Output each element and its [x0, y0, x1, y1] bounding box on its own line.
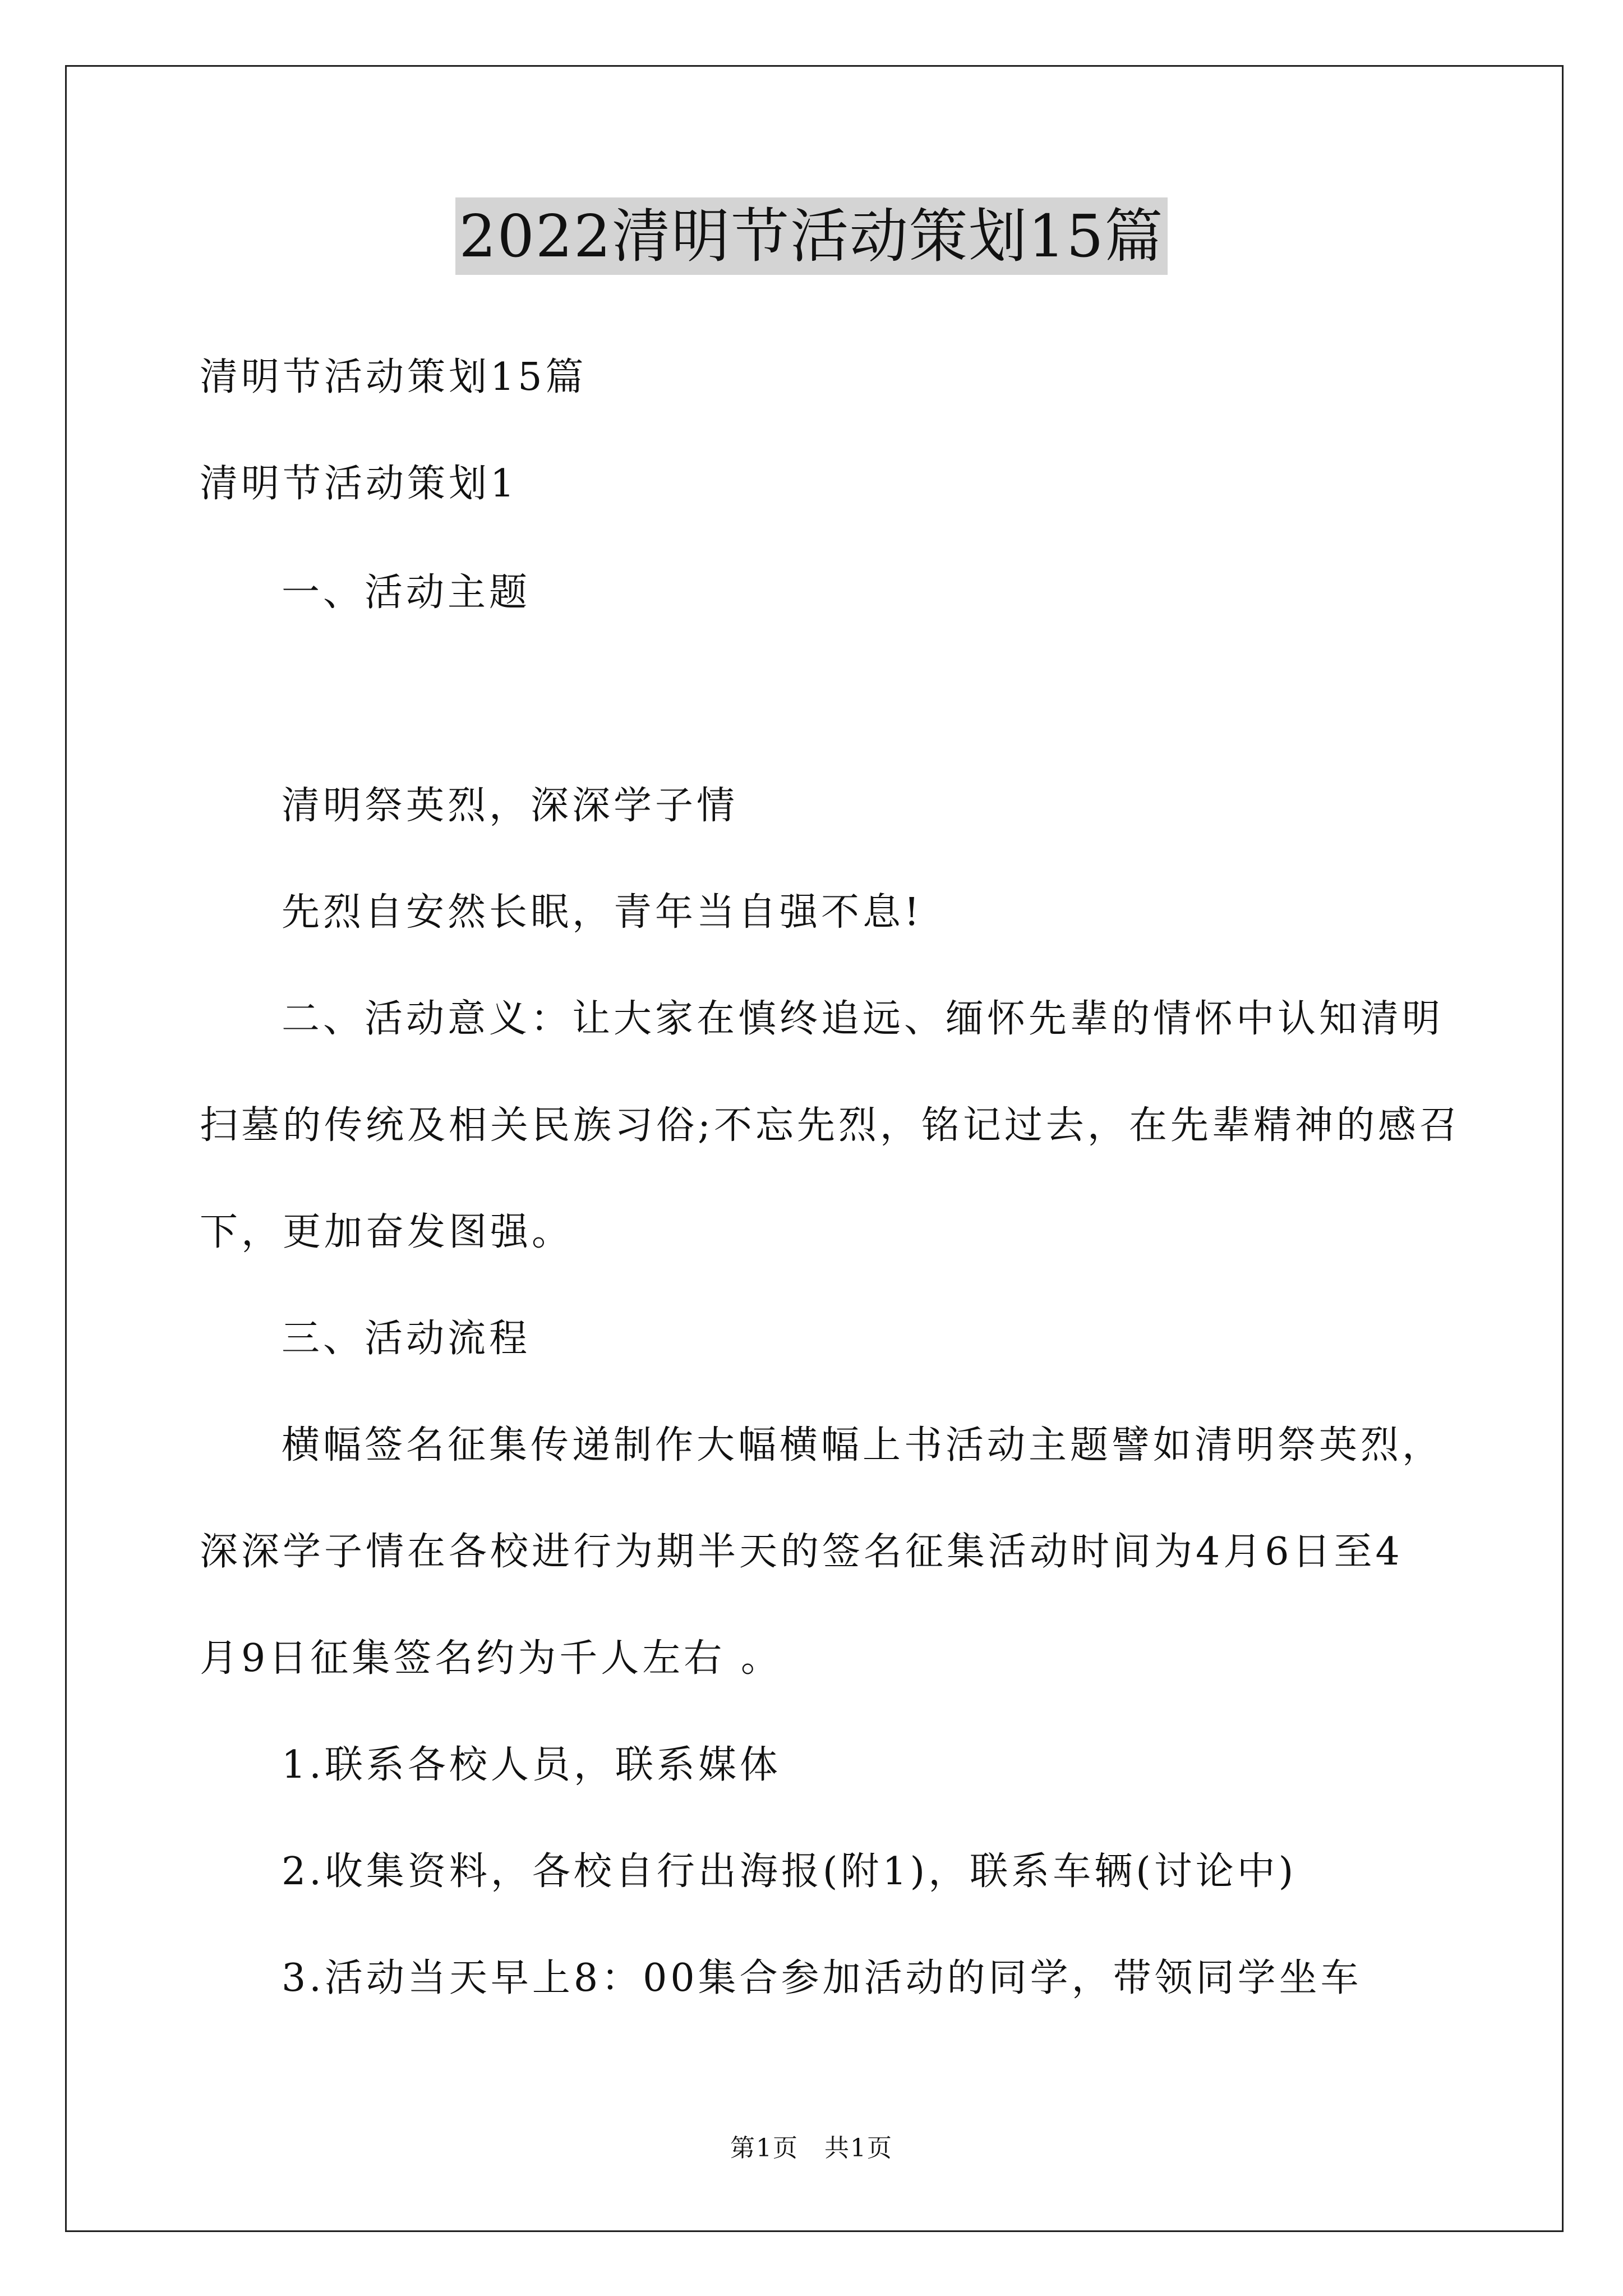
paragraph-line: 先烈自安然长眠，青年当自强不息!	[282, 890, 923, 935]
section-heading: 清明节活动策划1	[200, 462, 518, 506]
subtitle-line: 清明节活动策划15篇	[200, 355, 587, 399]
paragraph-line: 清明祭英烈，深深学子情	[282, 784, 739, 828]
title-container	[0, 197, 1623, 275]
paragraph-line: 下，更加奋发图强。	[200, 1210, 574, 1254]
paragraph-line: 三、活动流程	[282, 1317, 531, 1361]
page-footer: 第1页 共1页	[730, 2134, 893, 2162]
paragraph-line: 横幅签名征集传递制作大幅横幅上书活动主题譬如清明祭英烈，	[282, 1423, 1444, 1467]
paragraph-line: 扫墓的传统及相关民族习俗;不忘先烈，铭记过去，在先辈精神的感召	[200, 1103, 1461, 1148]
paragraph-line: 1.联系各校人员，联系媒体	[282, 1743, 781, 1787]
paragraph-line: 二、活动意义：让大家在慎终追远、缅怀先辈的情怀中认知清明	[282, 997, 1444, 1041]
paragraph-line: 3.活动当天早上8：00集合参加活动的同学，带领同学坐车	[282, 1956, 1362, 2000]
paragraph-line: 深深学子情在各校进行为期半天的签名征集活动时间为4月6日至4	[200, 1530, 1403, 1574]
paragraph-line: 一、活动主题	[282, 570, 531, 615]
document-title: 2022清明节活动策划15篇	[455, 197, 1167, 275]
paragraph-line: 2.收集资料，各校自行出海报(附1)，联系车辆(讨论中)	[282, 1849, 1297, 1894]
paragraph-line: 月9日征集签名约为千人左右 。	[200, 1636, 782, 1681]
